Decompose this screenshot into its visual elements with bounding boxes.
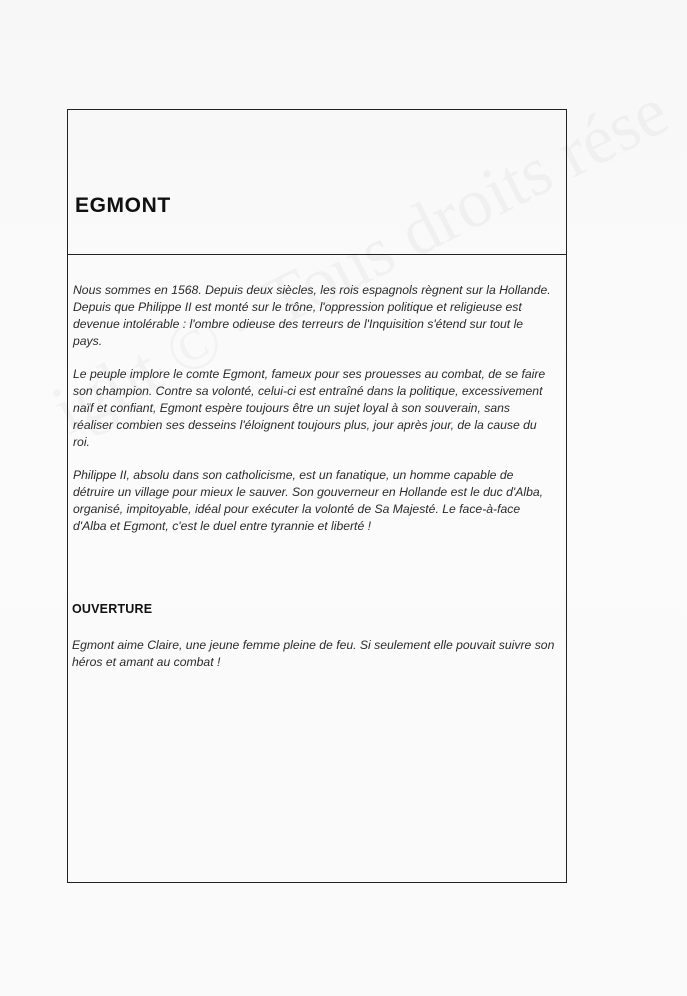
content-frame — [67, 109, 567, 883]
paragraph: Nous sommes en 1568. Depuis deux siècles, les rois espagnols règnent sur la Hollande. Depuis que Philippe II est monté sur le trône, l'oppression politique et religieuse est devenue intolérable : l'ombre odieuse des terreurs de l'Inquisition s'étend sur tout le pays. — [73, 283, 551, 348]
paragraph: Le peuple implore le comte Egmont, fameux pour ses prouesses au combat, de se faire son champion. Contre sa volonté, celui-ci est entraîné dans la politique, excessivement naïf et confiant, Egmont espère toujours être un sujet loyal à son souverain, sans réaliser combien ses desseins l'éloignent toujours plus, jour après jour, de la cause du roi. — [73, 367, 546, 449]
section-text: Egmont aime Claire, une jeune femme pleine de feu. Si seulement elle pouvait suivre son héros et amant au combat ! — [72, 638, 555, 669]
title-box — [68, 110, 566, 255]
paragraph: Philippe II, absolu dans son catholicisme, est un fanatique, un homme capable de détruire un village pour mieux le sauver. Son gouverneur en Hollande est le duc d'Alba, organisé, impitoyable, idéal pour exécuter la volonté de Sa Majesté. Le face-à-face d'Alba et Egmont, c'est le duel entre tyrannie et liberté ! — [73, 468, 544, 533]
section-title: OUVERTURE — [72, 602, 153, 616]
page-title: EGMONT — [75, 194, 171, 217]
synopsis-text — [73, 282, 553, 551]
